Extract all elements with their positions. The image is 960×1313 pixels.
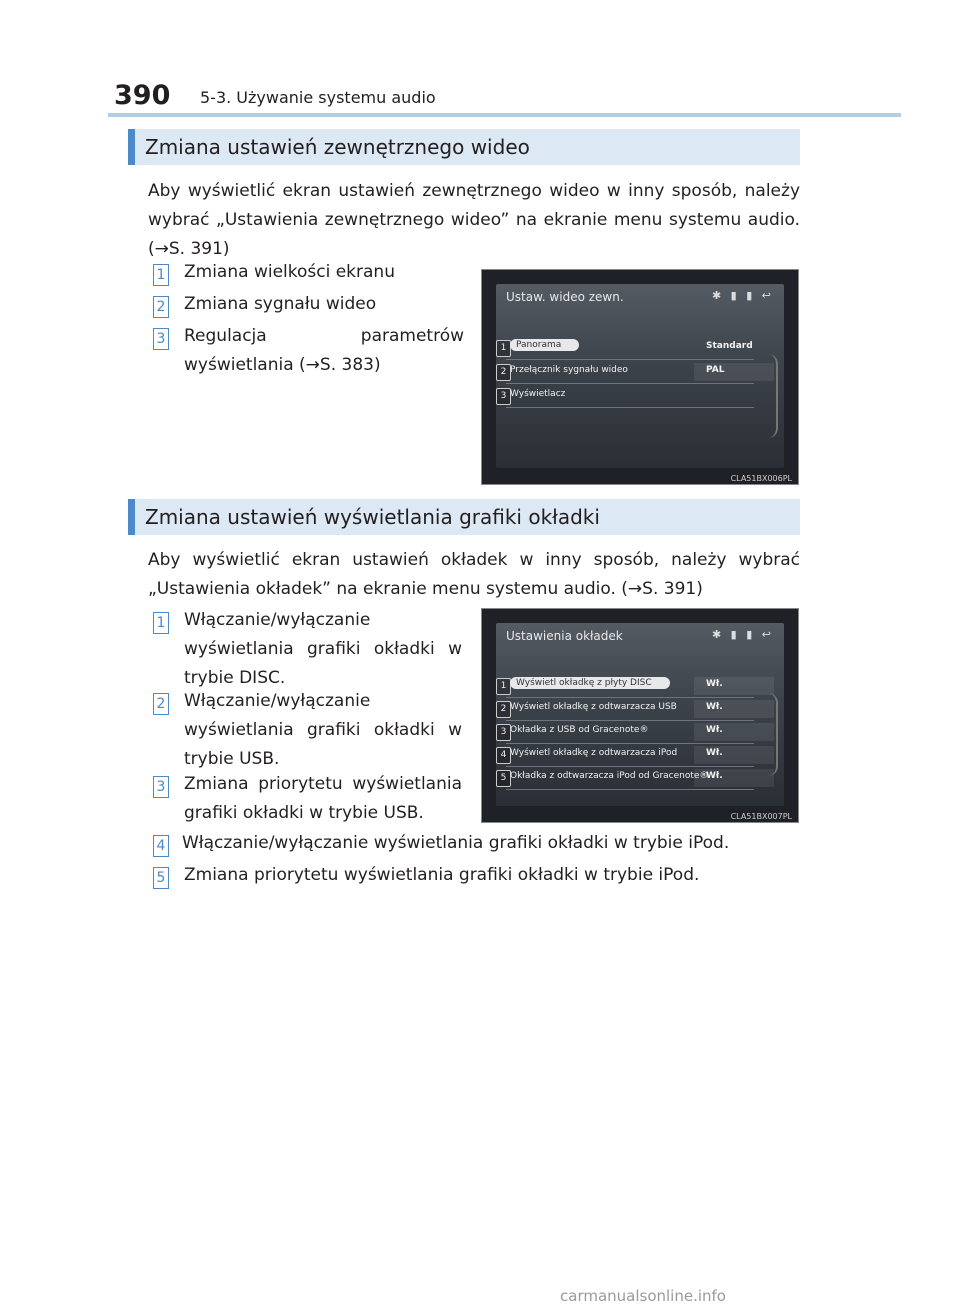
row-value: Wł. — [706, 748, 723, 758]
item-text: Zmiana wielkości ekranu — [184, 262, 395, 282]
screen-row — [500, 767, 754, 790]
screenshot-external-video-settings — [481, 269, 799, 485]
row-label: Wyświetlacz — [510, 389, 566, 399]
row-value: Wł. — [706, 702, 723, 712]
item-number-badge: 1 — [153, 264, 169, 286]
row-number-badge: 1 — [496, 678, 511, 695]
row-label: Okładka z odtwarzacza iPod od Gracenote® — [510, 771, 709, 781]
row-label: Przełącznik sygnału wideo — [510, 365, 628, 375]
row-label: Okładka z USB od Gracenote® — [510, 725, 649, 735]
section1-intro: Aby wyświetlić ekran ustawień zewnętrznego wideo w inny sposób, należy wybrać „Ustawienia zewnętrznego wideo” na ekranie menu systemu audio. (→S. 391) — [148, 181, 800, 259]
page-number: 390 — [114, 80, 171, 111]
screen-row — [500, 675, 754, 698]
screen-display — [496, 284, 784, 468]
status-icons: ✱ ▮ ▮ ↩ — [711, 628, 774, 641]
row-number-badge: 1 — [496, 340, 511, 357]
row-value: Wł. — [706, 725, 723, 735]
row-number-badge: 3 — [496, 388, 511, 405]
chapter-title: 5-3. Używanie systemu audio — [200, 88, 436, 107]
status-icons: ✱ ▮ ▮ ↩ — [711, 289, 774, 302]
row-number-badge: 2 — [496, 364, 511, 381]
screen-display — [496, 623, 784, 806]
item-text: Włączanie/wyłączanie wyświetlania grafiki okładki w trybie USB. — [184, 691, 462, 769]
screen-title: Ustawienia okładek — [506, 629, 623, 643]
row-value: Wł. — [706, 679, 723, 689]
row-label: Panorama — [510, 339, 579, 351]
item-text: Włączanie/wyłączanie wyświetlania grafiki okładki w trybie iPod. — [182, 833, 730, 853]
section-heading-text: Zmiana ustawień wyświetlania grafiki okładki — [145, 505, 600, 529]
row-number-badge: 5 — [496, 770, 511, 787]
item-number-badge: 3 — [153, 776, 169, 798]
section-heading-cover-art — [128, 499, 800, 535]
item-number-badge: 4 — [153, 835, 169, 857]
row-label: Wyświetl okładkę z odtwarzacza USB — [510, 702, 677, 712]
row-value: PAL — [706, 365, 725, 375]
watermark: carmanualsonline.info — [560, 1287, 726, 1305]
row-number-badge: 4 — [496, 747, 511, 764]
scroll-indicator — [768, 354, 778, 438]
item-text: Włączanie/wyłączanie wyświetlania grafiki okładki w trybie DISC. — [184, 610, 462, 688]
screen-title: Ustaw. wideo zewn. — [506, 290, 624, 304]
screen-row — [500, 337, 754, 360]
screen-row — [500, 385, 754, 408]
item-number-badge: 2 — [153, 693, 169, 715]
image-code: CLA51BX007PL — [730, 812, 792, 821]
row-value: Standard — [706, 341, 753, 351]
item-text: Zmiana priorytetu wyświetlania grafiki okładki w trybie USB. — [184, 774, 462, 823]
screenshot-cover-art-settings — [481, 608, 799, 823]
row-label: Wyświetl okładkę z płyty DISC — [510, 677, 670, 689]
screen-row — [500, 721, 754, 744]
item-text: Zmiana sygnału wideo — [184, 294, 377, 314]
screen-row — [500, 744, 754, 767]
row-label: Wyświetl okładkę z odtwarzacza iPod — [510, 748, 678, 758]
screen-row — [500, 361, 754, 384]
section-heading-external-video — [128, 129, 800, 165]
scroll-indicator — [768, 693, 778, 776]
item-number-badge: 1 — [153, 612, 169, 634]
row-number-badge: 3 — [496, 724, 511, 741]
header-rule — [108, 113, 901, 117]
image-code: CLA51BX006PL — [730, 474, 792, 483]
item-number-badge: 5 — [153, 867, 169, 889]
item-number-badge: 2 — [153, 296, 169, 318]
section2-intro: Aby wyświetlić ekran ustawień okładek w inny sposób, należy wybrać „Ustawienia okładek” na ekranie menu systemu audio. (→S. 391) — [148, 550, 800, 599]
screen-row — [500, 698, 754, 721]
item-text: Regulacja parametrów wyświetlania (→S. 383) — [184, 326, 464, 375]
row-value: Wł. — [706, 771, 723, 781]
item-number-badge: 3 — [153, 328, 169, 350]
row-number-badge: 2 — [496, 701, 511, 718]
item-text: Zmiana priorytetu wyświetlania grafiki okładki w trybie iPod. — [184, 865, 700, 885]
section-heading-text: Zmiana ustawień zewnętrznego wideo — [145, 135, 530, 159]
